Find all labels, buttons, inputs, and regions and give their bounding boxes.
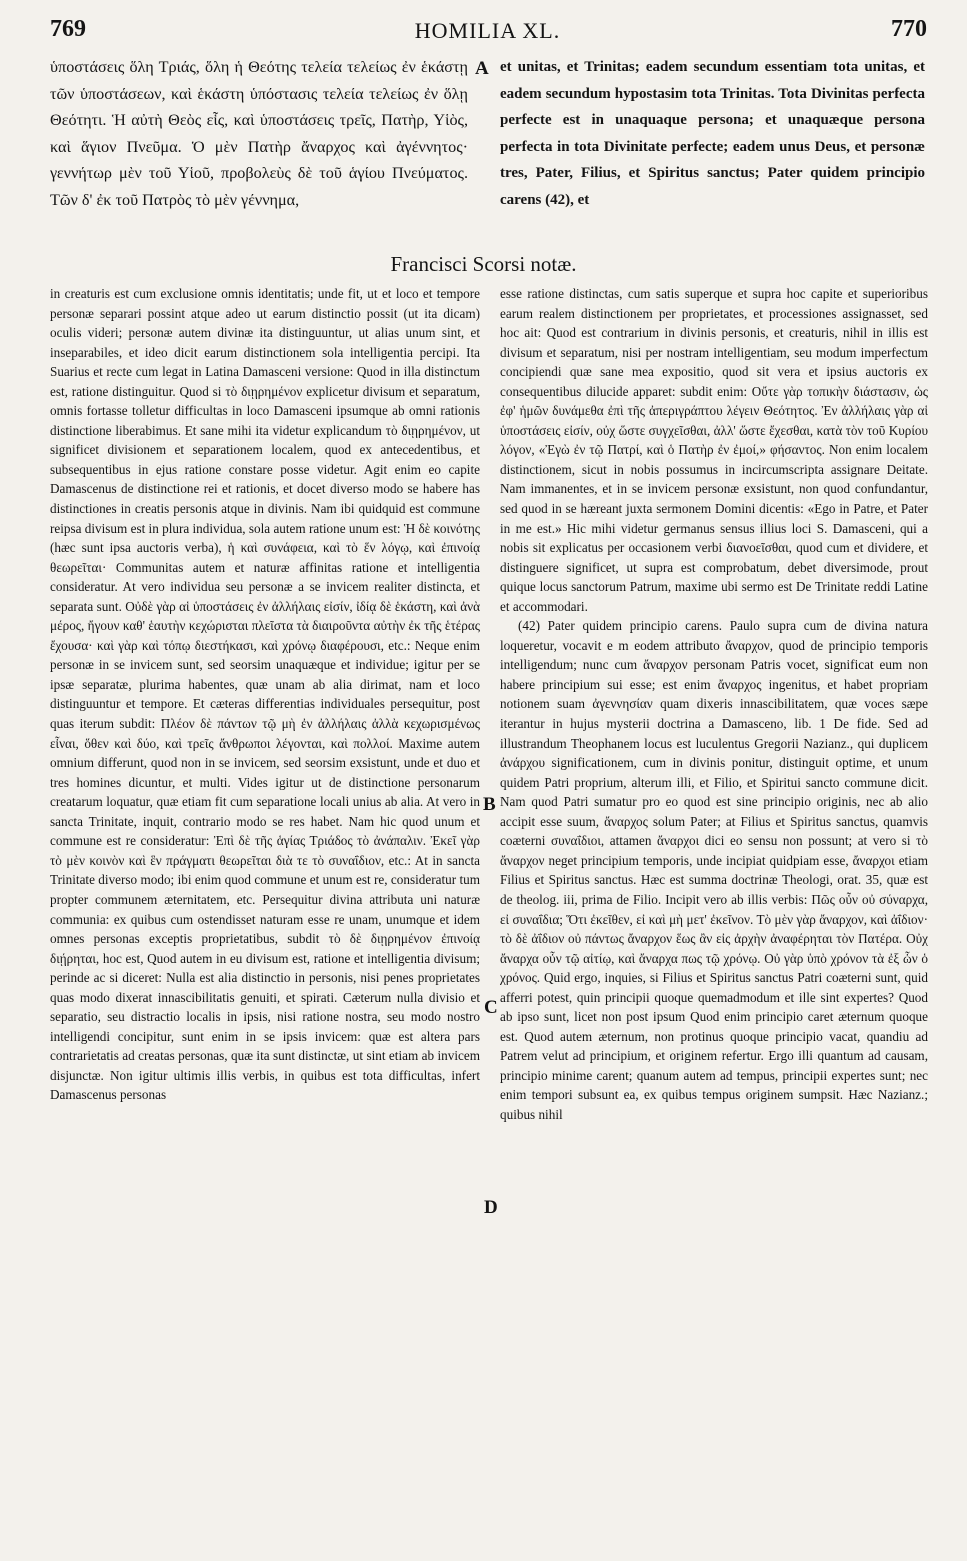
latin-text-column: [500, 54, 925, 213]
page-header: [40, 14, 935, 48]
greek-text-column: [50, 54, 468, 213]
latin-paragraph: et unitas, et Trinitas; eadem secundum essentiam tota unitas, et eadem secundum hypostasim tota Trinitas. Tota Divinitas perfecta perfecte est in unaquaque persona; et unaquæque persona perfecta in tota Divinitate perfecte; eadem unus Deus, et personæ tres, Pater, Filius, et Spiritus sanctus; Pater quidem principio carens (42), et: [500, 59, 925, 208]
notes-right-column: [500, 284, 928, 1125]
notes-left-paragraph: in creaturis est cum exclusione omnis identitatis; unde fit, ut et loco et tempore personæ separari possint atque adeo ut earum distinctio possit (ut ita dicam) oculis videri; personæ autem divinæ ita distinguuntur, ut alias unum sint, et inseparabiles, et ideo dicit earum distinctionem sola intelligentia percipi. Ita Suarius et recte cum legat in Latina Damasceni versione: Quod in illa distinctum est, ratione distinguitur. Quod si τὸ διῃρημένον explicetur divisum et separatum, omnis fortasse tolletur difficultas in loco Damasceni ipsumque ab omni rationis distinctione liberabimus. Et sane mihi ita videtur explicandum τὸ διῃρημένον, ut significet divisionem et separationem localem, quod ex antecedentibus, et subsequentibus in ejus ratione constare posse videtur. Agit enim eo capite Damascenus de distinctione rei et rationis, et docet diverso modo se habere has distinctiones in creatis personis atque in divinis. Nam ibi quidquid est commune reipsa divisum est in plura individua, sola autem ratione unum est: Ἡ δὲ κοινότης (hæc sunt ipsa auctoris verba), ἡ καὶ συνάφεια, καὶ τὸ ἕν λόγῳ, καὶ ἐπινοίᾳ θεωρεῖται· Communitas autem et naturæ affinitas ratione et intelligentia consideratur. At vero individua seu personæ a se invicem realiter distincta, et separata sunt. Οὐδὲ γὰρ αἱ ὑποστάσεις ἐν ἀλλήλαις εἰσίν, ἰδίᾳ δὲ ἑκάστη, καὶ ἀνὰ μέρος, ἤγουν καθ' ἑαυτὴν κεχώρισται πλεῖστα τὰ διαιροῦντα αὐτὴν ἐκ τῆς ἑτέρας ἔχουσα· καὶ γὰρ καὶ τόπῳ διεστήκασι, καὶ χρόνῳ διαφέρουσι, etc.: Neque enim personæ in se invicem sunt, sed seorsim unaquæque et individue; igitur per se ipsæ separatæ, plurima habentes, quæ unam ab alia dirimat, nam et loco distinguuntur et tempore. Et cæteras differentias individuales persequitur, post quas iterum subdit: Πλέον δὲ πάντων τῷ μὴ ἐν ἀλλήλαις ἀλλὰ κεχωρισμένως εἶναι, ὅθεν καὶ δύο, καὶ τρεῖς ἄνθρωποι λέγονται, καὶ πολλοί. Maxime autem omnium differunt, quod non in se invicem, sed seorsim exsistunt, unde et duo et tres homines dicuntur, et multi. Vides igitur ut de distinctione personarum creatarum loquatur, quæ etiam fit cum separatione locali unius ab alia. At vero in sancta Trinitate, inquit, contrario modo se res habet. Nam hic quod unum et commune est re consideratur: Ἐπὶ δὲ τῆς ἁγίας Τριάδος τὸ ἀνάπαλιν. Ἐκεῖ γὰρ τὸ μὲν κοινὸν καὶ ἓν πράγματι θεωρεῖται διὰ τε τὸ συναΐδιον, etc.: At in sancta Trinitate diverso modo; ibi enim quod commune et unum est re, consideratur tum propter communem æternitatem, etc. Persequitur divina attributa uni naturæ communia: ex quibus cum ostendisset naturam esse re unam, unumque et idem omnes personas exceptis proprietatibus, subdit τὸ δὲ διῃρημένον ἐπινοίᾳ διῄρηται, hoc est, Quod autem in eu divisum est, ratione et intelligentia divisum; perinde ac si diceret: Nulla est alia distinctio in personis, nisi penes proprietates quas modo dixerat innascibilitatis genuiti, et spirati. Cæterum nulla divisio et separatio, seu distractio localis in ipsis, nisi ratione nostra, seu modo nostro intelligendi concipitur, sunt enim in se ipsis invicem: quæ est altera pars contrarietatis ad creatas personas, quæ ita sunt distinctæ, ut sint etiam ab invicem disjunctæ. Non igitur ultimis illis verbis, in quibus est tota difficultas, infert Damascenus personas: [50, 286, 480, 1103]
margin-letter-b: B: [483, 794, 496, 815]
running-title: HOMILIA XL.: [414, 18, 561, 43]
greek-paragraph: ὑποστάσεις ὅλη Τριάς, ὅλη ἡ Θεότης τελεία τελείως ἐν ἑκάστῃ τῶν ὑποστάσεων, καὶ ἑκάστη ὑπόστασις τελεία τελείως ἐν ὅλῃ Θεότητι. Ἡ αὐτὴ Θεὸς εἷς, καὶ ὑποστάσεις τρεῖς, Πατὴρ, Υἱὸς, καὶ ἅγιον Πνεῦμα. Ὁ μὲν Πατὴρ ἄναρχος καὶ ἀγέννητος· γεννήτωρ μὲν τοῦ Υἱοῦ, προβολεὺς δὲ τοῦ ἁγίου Πνεύματος. Τῶν δ' ἐκ τοῦ Πατρὸς τὸ μὲν γέννημα,: [50, 58, 468, 209]
notes-right-paragraph-1: esse ratione distinctas, cum satis superque et supra hoc capite et superioribus earum realem distinctionem per proprietates, et processiones assignasset, sed hoc ait: Quod est contrarium in divinis personis, et creaturis, nihil in illis est divisum et separatum, nisi per nostram intelligentiam, seu modum imperfectum concipiendi quæ sane mea expositio, quod sit vera et ipsius auctoris ex consequentibus dilucide apparet: subdit enim: Οὔτε γὰρ τοπικὴν διάστασιν, ὡς ἐφ' ἡμῶν δυνάμεθα ἐπὶ τῆς ἀπεριγράπτου λέγειν Θεότητος. Ἐν ἀλλήλαις γὰρ αἱ ὑποστάσεις εἰσίν, οὐχ ὥστε συγχεῖσθαι, ἀλλ' ὥστε ἔχεσθαι, κατὰ τὸν τοῦ Κυρίου λόγον, «Ἐγὼ ἐν τῷ Πατρί, καὶ ὁ Πατὴρ ἐν ἐμοί,» φήσαντος. Non enim localem distinctionem, sicut in nobis possumus in incircumscripta assignare Deitate. Nam immanentes, et in se invicem personæ exsistunt, non quod confundantur, sed quod in se hæreant juxta sermonem Domini dicentis: «Ego in Patre, et Pater in me est.» Hic mihi videtur germanus sensus illius loci S. Damasceni, qui a nobis sit explicatus per occasionem verbi διανοεῖσθαι, quod cum et dividere, et distinguere significet, ut supra est comprobatum, debet diversimode, prout quique locus sanctorum Patrum, maxime ubi sermo est De Trinitate reddi Latine et accommodari.: [500, 286, 928, 614]
notes-left-column: [50, 284, 480, 1105]
notes-right-paragraph-2: (42) Pater quidem principio carens. Paulo supra cum de divina natura loqueretur, vocavit e m eodem attributo ἄναρχον, quod de principio temporis intelligendum; nunc cum ἄναρχον personam Patris vocet, significat eum non habere principium sui esse; est enim ἄναρχος ingenitus, et habet propriam notionem suam ἀγεννησίαν quam dixeris innascibilitatem, quæ voces sæpe iterantur in hujus mysterii doctrina a Damasceno, lib. 1 De fide. Sed ad illustrandum Theophanem locus est luculentus Gregorii Nazianz., qui duplicem ἀνάρχου significationem, cum in divinis ponitur, distinguit optime, et unum quidem Patri proprium, alterum illi, et Filio, et Spiritui sancto commune dicit. Nam quod Patri sumatur pro eo quod est sine principio originis, nec ab alio accipit esse suum, ἄναρχος solum Pater; at Filius et Spiritus sanctus, quamvis coæterni συναΐδιοι, attamen ἄναρχοι dici eo sensu non possunt; at vero si τὸ ἄναρχον neget principium temporis, unde incipiat quidpiam esse, ἄναρχοι etiam Filius et Spiritus sanctus. Hæc est summa doctrinæ Theologi, orat. 35, quæ est de theolog. iii, prima de Filio. Incipit vero ab illis verbis: Πῶς οὖν οὐ σύναρχα, εἰ συναΐδια; Ὅτι ἐκεῖθεν, εἰ καὶ μὴ μετ' ἐκεῖνον. Τὸ μὲν γὰρ ἄναρχον, καὶ ἀΐδιον· τὸ δὲ ἀΐδιον οὐ πάντως ἄναρχον ἕως ἂν εἰς ἀρχὴν ἀναφέρηται τὸν Πατέρα. Οὐχ ἄναρχα οὖν τῷ αἰτίῳ, καὶ ἄναρχα πως τῷ χρόνῳ. Οὐ γὰρ ὑπὸ χρόνον τὰ ἐξ ὧν ὁ χρόνος. Quid ergo, inquies, si Filius et Spiritus sanctus Patri coæterni sunt, quid afferri potest, quin principii quoque quemadmodum et ille sint expertes? Quod ab ipso sunt, licet non post ipsum Quod enim principio caret æternum quoque est. Quod autem æternum, non protinus quoque principio vacat, quandiu ad Patrem velut ad principium, et originem refertur. Ergo illi quantum ad causam, principio minime carent; quanum autem ad tempus, principii expertes sunt; nec enim tempori subsunt ea, ex quibus tempus originem sumpsit. Hæc Nazianz.; quibus nihil: [500, 618, 928, 1122]
margin-letter-c: C: [484, 997, 498, 1018]
margin-letter-a: A: [475, 58, 489, 79]
notes-section-title: Francisci Scorsi notæ.: [390, 252, 577, 276]
left-page-number: 769: [50, 16, 86, 42]
margin-letter-d: D: [484, 1197, 498, 1218]
right-page-number: 770: [891, 16, 927, 42]
